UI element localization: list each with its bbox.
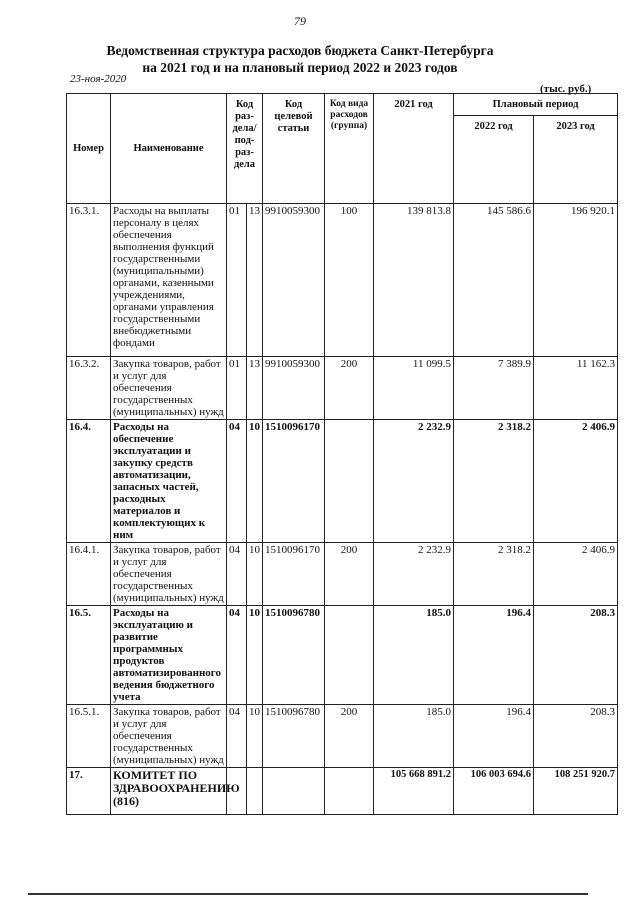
header-section-code: Код раз- дела/ под- раз- дела [227, 94, 263, 204]
budget-table [66, 93, 618, 815]
table-row [67, 606, 618, 705]
row-value-2021: 11 099.5 [374, 357, 454, 420]
row-value-2022: 196.4 [454, 705, 534, 768]
row-number: 16.4.1. [67, 543, 111, 606]
row-target-code: 1510096170 [263, 543, 325, 606]
row-value-2021: 2 232.9 [374, 420, 454, 543]
row-expense-type [325, 420, 374, 543]
header-name: Наименование [111, 94, 227, 204]
row-subsection: 10 [247, 705, 263, 768]
header-year-2021: 2021 год [374, 94, 454, 204]
row-value-2023: 11 162.3 [534, 357, 618, 420]
table-row [67, 543, 618, 606]
row-section: 04 [227, 606, 247, 705]
header-planned-period: Плановый период [454, 94, 618, 116]
header-year-2022: 2022 год [454, 116, 534, 204]
row-number: 16.4. [67, 420, 111, 543]
row-section: 04 [227, 420, 247, 543]
row-subsection: 13 [247, 357, 263, 420]
table-row [67, 204, 618, 357]
row-expense-type: 200 [325, 543, 374, 606]
header-expense-type-code: Код вида расходов (группа) [325, 94, 374, 204]
row-value-2023: 208.3 [534, 705, 618, 768]
row-target-code: 9910059300 [263, 204, 325, 357]
row-name: Расходы на обеспечение эксплуатации и закупку средств автоматизации, запасных частей, расходных материалов и комплектующих к ним [111, 420, 227, 543]
row-section: 01 [227, 204, 247, 357]
row-number: 17. [67, 768, 111, 815]
row-value-2021: 2 232.9 [374, 543, 454, 606]
row-target-code: 1510096780 [263, 606, 325, 705]
row-name: КОМИТЕТ ПО ЗДРАВООХРАНЕНИЮ (816) [111, 768, 227, 815]
title-line-2: на 2021 год и на плановый период 2022 и 2023 годов [142, 60, 458, 75]
row-expense-type [325, 768, 374, 815]
row-value-2023: 2 406.9 [534, 543, 618, 606]
table-row [67, 768, 618, 815]
header-year-2023: 2023 год [534, 116, 618, 204]
table-row [67, 357, 618, 420]
row-value-2022: 145 586.6 [454, 204, 534, 357]
row-section: 01 [227, 357, 247, 420]
row-section: 04 [227, 543, 247, 606]
row-expense-type: 200 [325, 357, 374, 420]
row-number: 16.3.2. [67, 357, 111, 420]
units-label: (тыс. руб.) [540, 83, 592, 95]
row-value-2023: 196 920.1 [534, 204, 618, 357]
row-name: Расходы на эксплуатацию и развитие программных продуктов автоматизированного ведения бюджетного учета [111, 606, 227, 705]
row-value-2021: 185.0 [374, 705, 454, 768]
footer-divider [28, 893, 588, 895]
row-value-2021: 185.0 [374, 606, 454, 705]
row-value-2021: 139 813.8 [374, 204, 454, 357]
row-value-2023: 2 406.9 [534, 420, 618, 543]
row-number: 16.3.1. [67, 204, 111, 357]
row-value-2022: 2 318.2 [454, 420, 534, 543]
row-value-2022: 106 003 694.6 [454, 768, 534, 815]
row-name: Закупка товаров, работ и услуг для обеспечения государственных (муниципальных) нужд [111, 357, 227, 420]
document-title [0, 42, 600, 76]
row-name: Расходы на выплаты персоналу в целях обеспечения выполнения функций государственными (муниципальными) органами, казенными учреждениями, органами управления государственными внебюджетными фондами [111, 204, 227, 357]
row-value-2022: 196.4 [454, 606, 534, 705]
header-target-code: Код целевой статьи [263, 94, 325, 204]
row-value-2021: 105 668 891.2 [374, 768, 454, 815]
row-expense-type: 100 [325, 204, 374, 357]
row-target-code: 9910059300 [263, 357, 325, 420]
row-target-code: 1510096170 [263, 420, 325, 543]
row-number: 16.5. [67, 606, 111, 705]
row-name: Закупка товаров, работ и услуг для обеспечения государственных (муниципальных) нужд [111, 705, 227, 768]
row-number: 16.5.1. [67, 705, 111, 768]
row-subsection: 13 [247, 204, 263, 357]
row-subsection: 10 [247, 543, 263, 606]
row-name: Закупка товаров, работ и услуг для обеспечения государственных (муниципальных) нужд [111, 543, 227, 606]
row-section: 04 [227, 705, 247, 768]
row-subsection: 10 [247, 420, 263, 543]
row-expense-type [325, 606, 374, 705]
row-subsection: 10 [247, 606, 263, 705]
row-subsection [247, 768, 263, 815]
table-row [67, 420, 618, 543]
row-target-code: 1510096780 [263, 705, 325, 768]
row-value-2022: 2 318.2 [454, 543, 534, 606]
row-target-code [263, 768, 325, 815]
header-number: Номер [67, 94, 111, 204]
document-date: 23-ноя-2020 [70, 73, 127, 85]
title-line-1: Ведомственная структура расходов бюджета Санкт-Петербурга [106, 43, 494, 58]
row-expense-type: 200 [325, 705, 374, 768]
row-value-2023: 208.3 [534, 606, 618, 705]
row-value-2022: 7 389.9 [454, 357, 534, 420]
table-row [67, 705, 618, 768]
row-value-2023: 108 251 920.7 [534, 768, 618, 815]
page-number: 79 [294, 14, 306, 28]
